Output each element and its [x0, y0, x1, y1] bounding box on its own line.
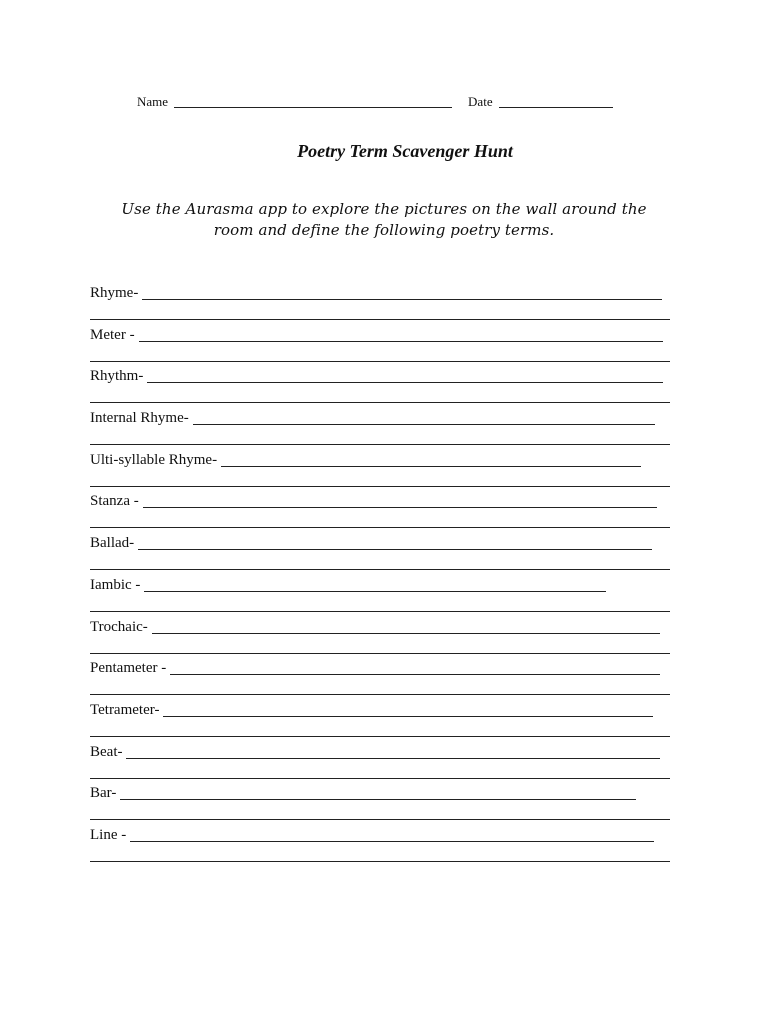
- answer-blank: [221, 452, 641, 467]
- term-item: [90, 449, 676, 491]
- answer-blank-line-2: [90, 486, 670, 487]
- answer-blank-line-2: [90, 319, 670, 320]
- name-label: Name: [137, 94, 169, 109]
- answer-blank-line-2: [90, 653, 670, 654]
- term-label: Iambic -: [90, 576, 141, 593]
- answer-blank: [138, 535, 652, 550]
- term-label: Ballad-: [90, 535, 135, 552]
- answer-blank: [147, 368, 663, 383]
- answer-blank-line-2: [90, 444, 670, 445]
- term-item: [90, 824, 676, 866]
- answer-blank-line-2: [90, 402, 670, 403]
- term-label: Pentameter -: [90, 660, 167, 677]
- answer-blank: [152, 619, 660, 634]
- term-item: [90, 699, 676, 741]
- name-blank: [174, 95, 452, 108]
- term-item: [90, 532, 676, 574]
- answer-blank-line-2: [90, 361, 670, 362]
- answer-blank: [144, 577, 606, 592]
- term-label: Rhyme-: [90, 285, 139, 301]
- instructions-text: Use the Aurasma app to explore the pictures on the wall around the room and define the following poetry terms.: [121, 200, 647, 239]
- term-label: Meter -: [90, 326, 135, 343]
- term-label: Beat-: [90, 743, 123, 760]
- term-item: [90, 574, 676, 616]
- answer-blank-line-2: [90, 527, 670, 528]
- term-label: Bar-: [90, 785, 117, 802]
- answer-blank: [120, 785, 636, 800]
- answer-blank: [163, 702, 653, 717]
- answer-blank-line-2: [90, 694, 670, 695]
- term-item: [90, 616, 676, 658]
- term-item: [90, 657, 676, 699]
- answer-blank-line-2: [90, 611, 670, 612]
- answer-blank: [139, 327, 663, 342]
- term-label: Stanza -: [90, 493, 139, 510]
- term-item: [90, 365, 676, 407]
- term-item: [90, 282, 676, 324]
- answer-blank: [143, 493, 657, 508]
- answer-blank: [193, 410, 655, 425]
- term-item: [90, 324, 676, 366]
- date-label: Date: [468, 94, 493, 109]
- answer-blank: [126, 744, 660, 759]
- answer-blank-line-2: [90, 569, 670, 570]
- answer-blank: [142, 285, 662, 300]
- answer-blank-line-2: [90, 778, 670, 779]
- term-item: [90, 741, 676, 783]
- term-item: [90, 407, 676, 449]
- answer-blank-line-2: [90, 861, 670, 862]
- name-date-row: [137, 94, 613, 110]
- answer-blank: [130, 827, 654, 842]
- term-item: [90, 782, 676, 824]
- term-label: Tetrameter-: [90, 701, 160, 718]
- page-title: Poetry Term Scavenger Hunt: [297, 141, 513, 161]
- term-label: Internal Rhyme-: [90, 410, 189, 427]
- term-label: Rhythm-: [90, 368, 144, 385]
- answer-blank: [170, 660, 660, 675]
- answer-blank-line-2: [90, 819, 670, 820]
- term-item: [90, 490, 676, 532]
- answer-blank-line-2: [90, 736, 670, 737]
- terms-list: [90, 282, 676, 866]
- term-label: Line -: [90, 826, 127, 843]
- term-label: Trochaic-: [90, 618, 148, 635]
- date-blank: [499, 95, 613, 108]
- term-label: Ulti-syllable Rhyme-: [90, 451, 218, 468]
